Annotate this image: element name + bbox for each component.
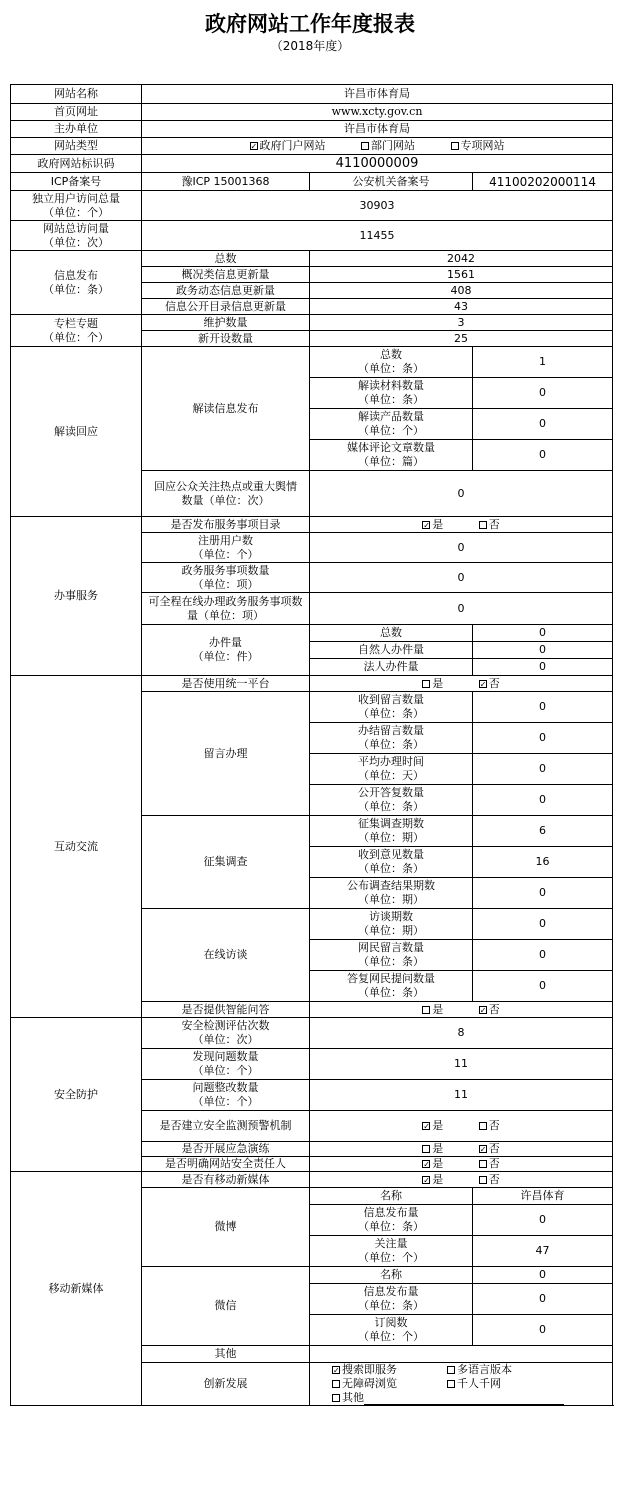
checkbox-icon: ✓ (479, 679, 487, 689)
row-label: 政务动态信息更新量 (142, 283, 310, 299)
row-label: 媒体评论文章数量 （单位：篇） (310, 440, 473, 471)
row-label: 信息公开目录信息更新量 (142, 299, 310, 315)
sponsor-value: 许昌市体育局 (142, 121, 613, 138)
option-no: ✓ 否 (479, 1002, 500, 1016)
table-row (11, 191, 613, 221)
option-no: ✓ 否 (479, 1142, 500, 1155)
checkbox-icon (332, 1394, 340, 1402)
cell-value: 0 (473, 723, 613, 754)
yes-no-options (310, 1157, 613, 1172)
cell-value: 0 (473, 409, 613, 440)
site-id-value: 4110000009 (142, 155, 613, 173)
row-label: 是否发布服务事项目录 (142, 517, 310, 533)
row-label: 是否使用统一平台 (142, 676, 310, 692)
page-subtitle: （2018年度） (270, 39, 350, 53)
section-label: 专栏专题 （单位：个） (11, 315, 142, 347)
cell-value: 1 (473, 347, 613, 378)
table-row (11, 121, 613, 138)
checkbox-icon (479, 521, 487, 529)
section-label: 移动新媒体 (11, 1172, 142, 1406)
sub-section-label: 留言办理 (142, 692, 310, 816)
row-label: 公开答复数量 （单位：条） (310, 785, 473, 816)
row-label: 解读材料数量 （单位：条） (310, 378, 473, 409)
yes-no-options (310, 676, 613, 692)
cell-value: 0 (473, 909, 613, 940)
cell-value: 0 (473, 692, 613, 723)
cell-value: 0 (310, 533, 613, 563)
row-label: 维护数量 (142, 315, 310, 331)
table-row (11, 251, 613, 267)
row-label: 平均办理时间 （单位：天） (310, 754, 473, 785)
option-no: ✓ 否 (479, 676, 500, 690)
cell-value: 0 (473, 1267, 613, 1284)
row-label: 独立用户访问总量 （单位：个） (11, 191, 142, 221)
cell-value: 0 (473, 785, 613, 816)
row-label: 收到意见数量 （单位：条） (310, 847, 473, 878)
row-label: 网民留言数量 （单位：条） (310, 940, 473, 971)
row-label: 信息发布量 （单位：条） (310, 1205, 473, 1236)
row-label: 新开设数量 (142, 331, 310, 347)
sub-section-label: 办件量 （单位：件） (142, 625, 310, 676)
fill-in-blank (364, 1394, 564, 1405)
row-label: 注册用户数 （单位：个） (142, 533, 310, 563)
page-title: 政府网站工作年度报表 (205, 11, 415, 36)
option-no: 否 (479, 1119, 500, 1132)
table-row (11, 676, 613, 692)
row-label: 名称 (310, 1188, 473, 1205)
cell-value: 0 (310, 593, 613, 625)
cell-value: 0 (473, 378, 613, 409)
row-label: 首页网址 (11, 104, 142, 121)
row-label: 公布调查结果期数 （单位：期） (310, 878, 473, 909)
checkbox-icon: ✓ (333, 1366, 340, 1375)
checkbox-icon (479, 1122, 487, 1130)
table-row (11, 173, 613, 191)
site-type-option: ✓ 政府门户网站 (250, 139, 326, 152)
sub-section-label: 微信 (142, 1267, 310, 1346)
row-label: 政府网站标识码 (11, 155, 142, 173)
row-label: 是否提供智能问答 (142, 1002, 310, 1018)
cell-value: 3 (310, 315, 613, 331)
checkbox-icon (479, 1160, 487, 1168)
site-name-value: 许昌市体育局 (142, 85, 613, 104)
icp-value: 豫ICP 15001368 (142, 173, 310, 191)
cell-value: 许昌体育 (473, 1188, 613, 1205)
cell-value: 408 (310, 283, 613, 299)
checkbox-icon (447, 1380, 455, 1388)
table-row (11, 221, 613, 251)
section-label: 互动交流 (11, 676, 142, 1018)
section-label: 创新发展 (142, 1363, 310, 1406)
checkbox-icon (479, 1176, 487, 1184)
row-label: 问题整改数量 （单位：个） (142, 1080, 310, 1111)
row-label: 访谈期数 （单位：期） (310, 909, 473, 940)
unique-visitors-value: 30903 (142, 191, 613, 221)
section-label: 解读回应 (11, 347, 142, 517)
cell-value: 43 (310, 299, 613, 315)
site-type-options (142, 138, 613, 155)
cell-value: 0 (473, 971, 613, 1002)
section-label: 安全防护 (11, 1018, 142, 1172)
row-label: 解读产品数量 （单位：个） (310, 409, 473, 440)
row-label: 发现问题数量 （单位：个） (142, 1049, 310, 1080)
cell-value: 0 (473, 659, 613, 676)
option-no: 否 (479, 518, 500, 531)
yes-no-options (310, 1172, 613, 1188)
cell-value: 0 (310, 471, 613, 517)
row-label: 法人办件量 (310, 659, 473, 676)
cell-value: 0 (473, 940, 613, 971)
site-type-option: 专项网站 (451, 139, 505, 152)
cell-value: 0 (473, 1315, 613, 1346)
checkbox-icon: ✓ (250, 142, 258, 151)
homepage-url-value: www.xcty.gov.cn (142, 104, 613, 121)
row-label: 其他 (142, 1346, 310, 1363)
yes-no-options (310, 1142, 613, 1157)
option-yes: ✓ 是 (423, 1119, 444, 1132)
yes-no-options (310, 1002, 613, 1018)
row-label: 是否有移动新媒体 (142, 1172, 310, 1188)
checkbox-icon: ✓ (423, 1175, 430, 1185)
row-label: 是否开展应急演练 (142, 1142, 310, 1157)
sub-section-label: 在线访谈 (142, 909, 310, 1002)
row-label: 名称 (310, 1267, 473, 1284)
report-table (10, 84, 613, 1406)
row-label: 总数 (142, 251, 310, 267)
row-label: 订阅数 （单位：个） (310, 1315, 473, 1346)
innovation-option: 其他 (332, 1391, 564, 1404)
cell-value: 0 (473, 625, 613, 642)
checkbox-icon (422, 1006, 430, 1014)
row-label: 是否明确网站安全责任人 (142, 1157, 310, 1172)
row-label: ICP备案号 (11, 173, 142, 191)
table-row (11, 138, 613, 155)
row-label: 回应公众关注热点或重大舆情数量（单位：次） (142, 471, 310, 517)
checkbox-icon: ✓ (423, 520, 430, 530)
innovation-option: 多语言版本 (447, 1363, 562, 1377)
table-row (11, 517, 613, 533)
cell-value: 0 (473, 440, 613, 471)
site-type-option: 部门网站 (361, 139, 415, 152)
row-label: 征集调查期数 （单位：期） (310, 816, 473, 847)
checkbox-icon: ✓ (479, 1005, 487, 1015)
row-label: 安全检测评估次数 （单位：次） (142, 1018, 310, 1049)
checkbox-icon (451, 142, 459, 150)
row-label: 是否建立安全监测预警机制 (142, 1111, 310, 1142)
table-row (11, 155, 613, 173)
cell-value: 6 (473, 816, 613, 847)
section-label: 信息发布 （单位：条） (11, 251, 142, 315)
row-label: 网站类型 (11, 138, 142, 155)
row-label: 收到留言数量 （单位：条） (310, 692, 473, 723)
option-yes: ✓ 是 (423, 1172, 444, 1186)
cell-value: 0 (473, 1205, 613, 1236)
sub-section-label: 征集调查 (142, 816, 310, 909)
yes-no-options (310, 1111, 613, 1142)
row-label: 总数 (310, 625, 473, 642)
page-views-value: 11455 (142, 221, 613, 251)
innovation-option: 千人千网 (447, 1377, 527, 1391)
checkbox-icon (422, 1145, 430, 1153)
table-row (11, 104, 613, 121)
row-label: 自然人办件量 (310, 642, 473, 659)
checkbox-icon (422, 680, 430, 688)
innovation-option: 无障碍浏览 (332, 1377, 447, 1391)
checkbox-icon (332, 1380, 340, 1388)
row-label: 答复网民提问数量 （单位：条） (310, 971, 473, 1002)
table-row (11, 1172, 613, 1188)
row-label: 公安机关备案号 (310, 173, 473, 191)
cell-value: 0 (473, 754, 613, 785)
cell-value (310, 1346, 613, 1363)
cell-value: 0 (473, 642, 613, 659)
option-no: 否 (479, 1157, 500, 1170)
sub-section-label: 解读信息发布 (142, 347, 310, 471)
checkbox-icon (447, 1366, 455, 1374)
row-label: 概况类信息更新量 (142, 267, 310, 283)
cell-value: 1561 (310, 267, 613, 283)
table-row (11, 85, 613, 104)
checkbox-icon (361, 142, 369, 150)
row-label: 网站总访问量 （单位：次） (11, 221, 142, 251)
row-label: 办结留言数量 （单位：条） (310, 723, 473, 754)
innovation-options (310, 1363, 613, 1406)
option-yes: 是 (422, 1003, 443, 1016)
row-label: 主办单位 (11, 121, 142, 138)
cell-value: 2042 (310, 251, 613, 267)
cell-value: 16 (473, 847, 613, 878)
cell-value: 0 (310, 563, 613, 593)
cell-value: 11 (310, 1080, 613, 1111)
table-row (11, 315, 613, 331)
checkbox-icon: ✓ (479, 1145, 487, 1154)
row-label: 总数 （单位：条） (310, 347, 473, 378)
table-row (11, 1018, 613, 1049)
option-yes: 是 (422, 677, 443, 690)
row-label: 信息发布量 （单位：条） (310, 1284, 473, 1315)
checkbox-icon: ✓ (423, 1122, 430, 1131)
row-label: 可全程在线办理政务服务事项数量（单位：项） (142, 593, 310, 625)
cell-value: 11 (310, 1049, 613, 1080)
row-label: 网站名称 (11, 85, 142, 104)
cell-value: 0 (473, 1284, 613, 1315)
cell-value: 8 (310, 1018, 613, 1049)
option-yes: 是 (422, 1142, 443, 1155)
cell-value: 0 (473, 878, 613, 909)
option-no: 否 (479, 1173, 500, 1186)
table-row (11, 347, 613, 378)
cell-value: 25 (310, 331, 613, 347)
row-label: 关注量 （单位：个） (310, 1236, 473, 1267)
checkbox-icon: ✓ (423, 1160, 430, 1169)
police-record-value: 41100202000114 (473, 173, 613, 191)
sub-section-label: 微博 (142, 1188, 310, 1267)
option-yes: ✓ 是 (423, 517, 444, 531)
innovation-option: ✓ 搜索即服务 (333, 1363, 397, 1376)
cell-value: 47 (473, 1236, 613, 1267)
row-label: 政务服务事项数量 （单位：项） (142, 563, 310, 593)
option-yes: ✓ 是 (423, 1157, 444, 1170)
section-label: 办事服务 (11, 517, 142, 676)
yes-no-options (310, 517, 613, 533)
